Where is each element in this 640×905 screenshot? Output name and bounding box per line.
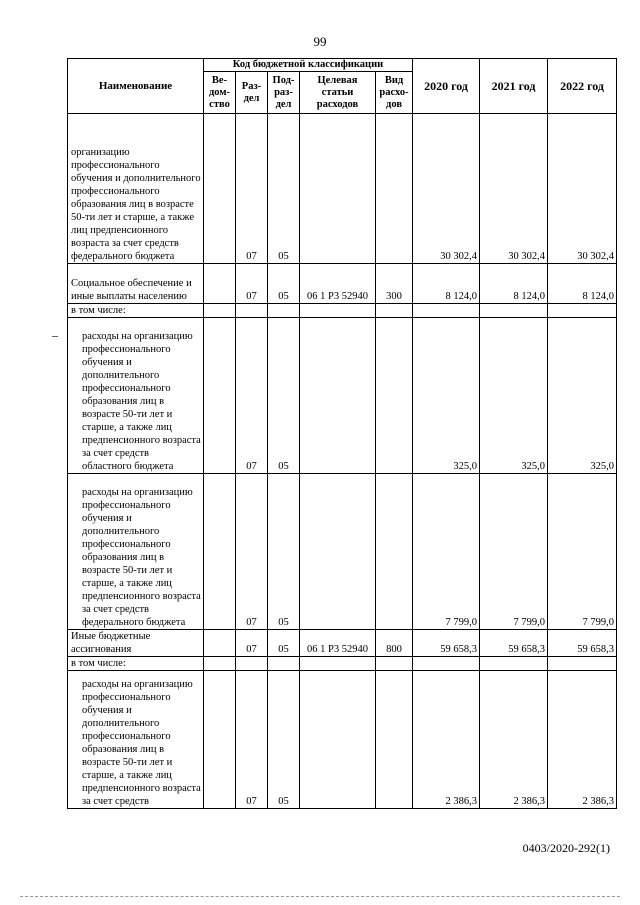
table-row (68, 264, 617, 304)
row-amount-2022: 59 658,3 (548, 630, 617, 657)
table-row (68, 657, 617, 671)
row-podrazdel: 05 (268, 114, 300, 264)
row-amount-2021 (480, 657, 548, 671)
row-target-article: 06 1 P3 52940 (300, 264, 376, 304)
row-amount-2020 (413, 657, 480, 671)
page-number: 99 (313, 34, 327, 49)
row-amount-2020: 2 386,3 (413, 671, 480, 809)
row-razdel: 07 (236, 474, 268, 630)
row-razdel: 07 (236, 264, 268, 304)
row-expense-type: 800 (376, 630, 413, 657)
row-expense-type (376, 657, 413, 671)
row-expense-type (376, 114, 413, 264)
row-podrazdel: 05 (268, 671, 300, 809)
header-expense-type: Вид расхо- дов (376, 72, 413, 114)
row-vedomstvo (204, 318, 236, 474)
row-razdel: 07 (236, 630, 268, 657)
row-name: Иные бюджетные ассигнования (68, 630, 204, 657)
row-name: организацию профессионального обучения и дополнительного профессионального образования лиц в возрасте 50-ти лет и старше, а также лиц предпенсионного возраста за счет средств федерального бюджета (68, 114, 204, 264)
row-podrazdel (268, 304, 300, 318)
header-target-article: Целевая статьи расходов (300, 72, 376, 114)
row-amount-2021: 325,0 (480, 318, 548, 474)
row-razdel: 07 (236, 318, 268, 474)
row-razdel (236, 304, 268, 318)
table-row (68, 304, 617, 318)
table-row (68, 114, 617, 264)
row-vedomstvo (204, 114, 236, 264)
header-name: Наименование (68, 59, 204, 114)
row-vedomstvo (204, 264, 236, 304)
document-code: 0403/2020-292(1) (522, 841, 610, 855)
budget-table (67, 58, 617, 809)
footer-line (20, 896, 620, 897)
row-target-article (300, 304, 376, 318)
header-razdel: Раз- дел (236, 72, 268, 114)
row-podrazdel: 05 (268, 630, 300, 657)
row-expense-type (376, 474, 413, 630)
header-year-2020: 2020 год (413, 59, 480, 114)
row-amount-2022: 325,0 (548, 318, 617, 474)
table-row (68, 318, 617, 474)
header-budget-code-group: Код бюджетной классификации (204, 59, 413, 72)
row-amount-2022 (548, 304, 617, 318)
row-amount-2022: 2 386,3 (548, 671, 617, 809)
header-year-2021: 2021 год (480, 59, 548, 114)
header-year-2022: 2022 год (548, 59, 617, 114)
row-amount-2022: 7 799,0 (548, 474, 617, 630)
row-name: в том числе: (68, 657, 204, 671)
row-amount-2020: 8 124,0 (413, 264, 480, 304)
row-vedomstvo (204, 657, 236, 671)
table-row (68, 630, 617, 657)
row-target-article (300, 474, 376, 630)
header-podrazdel: Под- раз- дел (268, 72, 300, 114)
row-amount-2021: 59 658,3 (480, 630, 548, 657)
row-amount-2021: 2 386,3 (480, 671, 548, 809)
row-podrazdel (268, 657, 300, 671)
row-amount-2022: 8 124,0 (548, 264, 617, 304)
row-vedomstvo (204, 671, 236, 809)
header-vedomstvo: Ве- дом- ство (204, 72, 236, 114)
row-razdel (236, 657, 268, 671)
table-row (68, 474, 617, 630)
margin-mark (52, 336, 58, 337)
row-amount-2020: 7 799,0 (413, 474, 480, 630)
table-row (68, 671, 617, 809)
row-amount-2021: 7 799,0 (480, 474, 548, 630)
row-podrazdel: 05 (268, 318, 300, 474)
row-target-article (300, 114, 376, 264)
row-expense-type (376, 318, 413, 474)
row-name: расходы на организацию профессионального обучения и дополнительного профессионального образования лиц в возрасте 50-ти лет и старше, а также лиц предпенсионного возраста за счет средств областного бюджета (68, 318, 204, 474)
row-expense-type: 300 (376, 264, 413, 304)
row-expense-type (376, 304, 413, 318)
row-name: расходы на организацию профессионального обучения и дополнительного профессионального образования лиц в возрасте 50-ти лет и старше, а также лиц предпенсионного возраста за счет средств (68, 671, 204, 809)
row-razdel: 07 (236, 114, 268, 264)
row-target-article (300, 318, 376, 474)
row-expense-type (376, 671, 413, 809)
row-vedomstvo (204, 304, 236, 318)
row-target-article (300, 657, 376, 671)
row-podrazdel: 05 (268, 474, 300, 630)
row-name: в том числе: (68, 304, 204, 318)
row-amount-2020: 59 658,3 (413, 630, 480, 657)
row-name: расходы на организацию профессионального обучения и дополнительного профессионального образования лиц в возрасте 50-ти лет и старше, а также лиц предпенсионного возраста за счет средств федерального бюджета (68, 474, 204, 630)
row-name: Социальное обеспечение и иные выплаты населению (68, 264, 204, 304)
row-vedomstvo (204, 474, 236, 630)
row-vedomstvo (204, 630, 236, 657)
row-amount-2020 (413, 304, 480, 318)
row-target-article: 06 1 P3 52940 (300, 630, 376, 657)
row-amount-2022: 30 302,4 (548, 114, 617, 264)
row-podrazdel: 05 (268, 264, 300, 304)
row-amount-2021 (480, 304, 548, 318)
row-amount-2021: 30 302,4 (480, 114, 548, 264)
row-target-article (300, 671, 376, 809)
row-amount-2020: 30 302,4 (413, 114, 480, 264)
row-amount-2022 (548, 657, 617, 671)
row-amount-2021: 8 124,0 (480, 264, 548, 304)
row-amount-2020: 325,0 (413, 318, 480, 474)
row-razdel: 07 (236, 671, 268, 809)
